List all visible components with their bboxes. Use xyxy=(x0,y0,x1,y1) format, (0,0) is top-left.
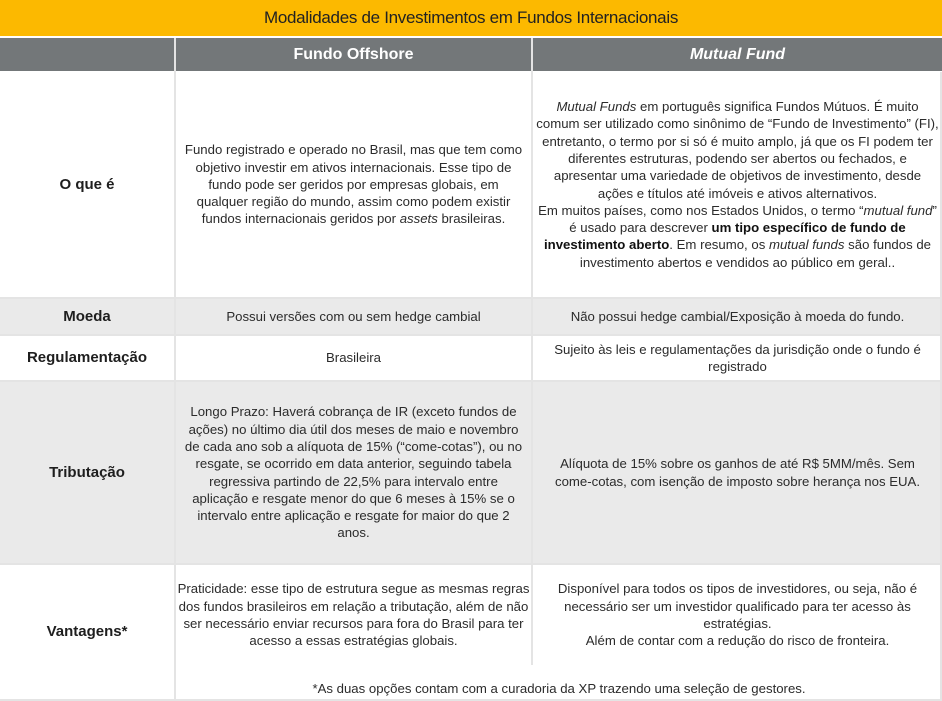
row-label-tributacao: Tributação xyxy=(0,382,174,563)
paragraph xyxy=(535,202,940,271)
text-fragment: em português significa Fundos Mútuos. É muito comum ser utilizado como sinônimo de “Fundo de Investimento” (FI), entretanto, o termo por si só é muito amplo, já que os FI podem ter diferentes estruturas, podendo ser abertos ou fechados, e apresentar uma variedade de objetivos de investimento, desde ações e títulos até imóveis e ativos alternativos. xyxy=(536,99,939,201)
o-que-e-offshore-text xyxy=(182,141,525,227)
vantagens-mutual-cell xyxy=(533,565,942,665)
text-fragment-italic: Mutual Funds xyxy=(556,99,637,115)
text-fragment: brasileiras. xyxy=(437,211,506,227)
grid-divider xyxy=(174,38,176,701)
text-fragment: . Em resumo, os xyxy=(669,237,769,253)
grid-divider xyxy=(0,563,942,565)
table-title: Modalidades de Investimentos em Fundos Internacionais xyxy=(0,0,942,36)
o-que-e-offshore-cell xyxy=(176,72,531,297)
text-fragment-bold: um tipo específico de fundo de investimento aberto xyxy=(543,220,906,253)
header-fundo-offshore: Fundo Offshore xyxy=(176,38,531,71)
vantagens-mutual-text xyxy=(535,580,940,649)
row-label-moeda: Moeda xyxy=(0,299,174,334)
grid-divider xyxy=(0,380,942,382)
tributacao-mutual-cell: Alíquota de 15% sobre os ganhos de até R$ 5MM/mês. Sem come-cotas, com isenção de imposto sobre herança nos EUA. xyxy=(533,382,942,563)
tributacao-offshore-cell: Longo Prazo: Haverá cobrança de IR (exceto fundos de ações) no último dia útil dos meses de maio e novembro de cada ano sob a alíquota de 15% (“come-cotas”), ou no resgate, se ocorrido em data anterior, seguindo tabela regressiva partindo de 22,5% para intervalo entre aplicação e resgate menor do que 6 meses à 15% se o intervalo entre aplicação e resgate for maior do que 2 anos. xyxy=(176,382,531,563)
regulamentacao-offshore-cell: Brasileira xyxy=(176,336,531,380)
text-fragment: são fundos de investimento abertos e vendidos ao público em geral.. xyxy=(579,237,932,270)
grid-divider xyxy=(0,297,942,299)
row-label-vantagens: Vantagens* xyxy=(0,565,174,699)
moeda-mutual-cell: Não possui hedge cambial/Exposição à moeda do fundo. xyxy=(533,299,942,334)
text-fragment: Fundo registrado e operado no Brasil, mas que tem como objetivo investir em ativos internacionais. Esse tipo de fundo pode ser geridos por empresas globais, em qualquer região do mundo, assim como podem existir fundos internacionais geridos por xyxy=(184,142,523,227)
o-que-e-mutual-text xyxy=(535,98,940,271)
header-blank-cell xyxy=(0,38,174,71)
text-fragment-italic: mutual fund xyxy=(863,202,933,218)
text-fragment-italic: mutual funds xyxy=(768,237,845,253)
paragraph: Além de contar com a redução do risco de fronteira. xyxy=(585,633,890,649)
moeda-offshore-cell: Possui versões com ou sem hedge cambial xyxy=(176,299,531,334)
text-fragment: ” é usado para descrever xyxy=(569,202,937,236)
text-fragment-italic: assets xyxy=(399,211,438,227)
grid-divider xyxy=(531,38,533,665)
paragraph: Disponível para todos os tipos de investidores, ou seja, não é necessário ser um investidor qualificado para ter acesso às estratégias. xyxy=(557,581,918,631)
o-que-e-mutual-cell xyxy=(533,72,942,297)
header-mutual-fund: Mutual Fund xyxy=(533,38,942,71)
vantagens-offshore-cell: Praticidade: esse tipo de estrutura segue as mesmas regras dos fundos brasileiros em relação a tributação, além de não ser necessário enviar recursos para fora do Brasil para ter acesso a essas estratégias globais. xyxy=(176,565,531,665)
row-label-o-que-e: O que é xyxy=(0,72,174,297)
text-fragment: Em muitos países, como nos Estados Unidos, o termo “ xyxy=(538,202,864,218)
grid-divider xyxy=(0,334,942,336)
regulamentacao-mutual-cell: Sujeito às leis e regulamentações da jurisdição onde o fundo é registrado xyxy=(533,336,942,380)
row-label-regulamentacao: Regulamentação xyxy=(0,336,174,380)
footnote: *As duas opções contam com a curadoria da XP trazendo uma seleção de gestores. xyxy=(176,667,942,699)
paragraph xyxy=(535,98,940,202)
